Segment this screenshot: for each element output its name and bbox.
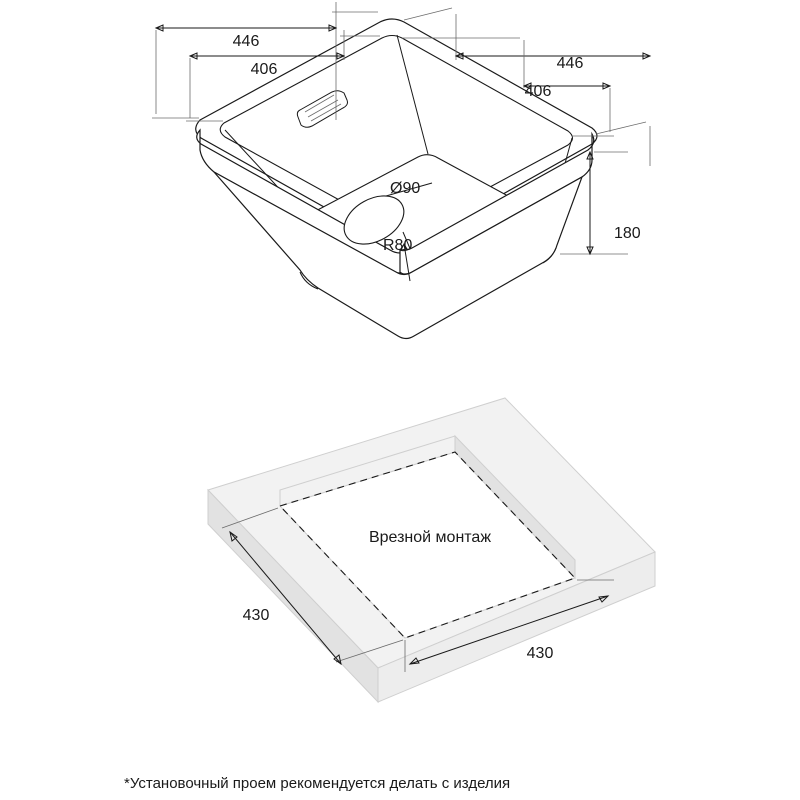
- sink-isometric-view: [152, 2, 650, 339]
- dim-label-446-left: 446: [232, 33, 260, 50]
- dim-label-446-right: 446: [556, 55, 584, 72]
- dim-label-430-front: 430: [526, 645, 554, 662]
- footnote-text: *Установочный проем рекомендуется делать с изделия: [124, 775, 511, 792]
- dim-label-180-depth: 180: [614, 225, 641, 242]
- dim-label-430-left: 430: [242, 607, 270, 624]
- dim-label-406-left: 406: [250, 61, 278, 78]
- mounting-type-label: Врезной монтаж: [368, 529, 492, 546]
- dim-label-406-right: 406: [524, 83, 552, 100]
- countertop-isometric-view: [208, 398, 655, 702]
- callout-label-drain-diameter: Ø90: [390, 180, 421, 197]
- callout-label-corner-radius: R80: [383, 237, 413, 254]
